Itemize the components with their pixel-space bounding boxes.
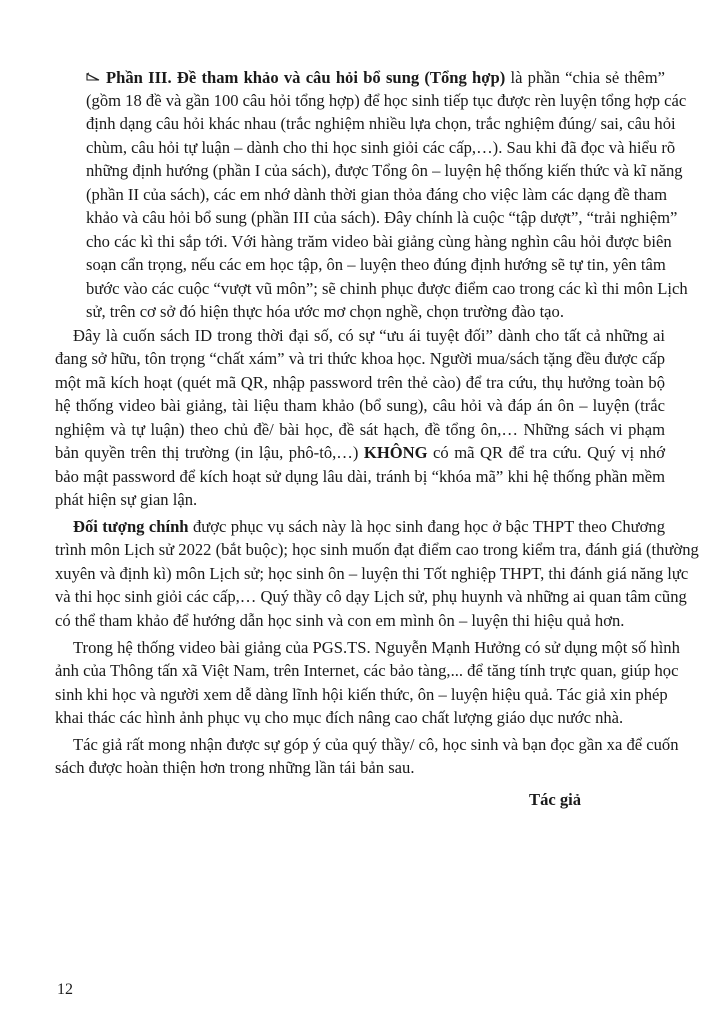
id-book-line-7: bảo mật password để kích hoạt sử dụng lâu dài, tránh bị “khóa mã” khi hệ thống phần mềm	[55, 467, 665, 486]
id-book-line-6	[55, 443, 665, 463]
feedback-line-2: sách được hoàn thiện hơn trong những lần tái bản sau.	[55, 758, 415, 777]
audience-text: được phục vụ sách này là học sinh đang học ở bậc THPT theo Chương	[188, 517, 665, 536]
id-book-text: có mã QR để tra cứu. Quý vị nhớ	[427, 443, 665, 462]
audience-line-5: có thể tham khảo để hướng dẫn học sinh và con em mình ôn – luyện thi hiệu quả hơn.	[55, 611, 625, 630]
video-line-4: khai thác các hình ảnh phục vụ cho mục đích nâng cao chất lượng giáo dục nước nhà.	[55, 708, 624, 727]
audience-title: Đối tượng chính	[73, 517, 189, 536]
section3-text: là phần “chia sẻ thêm”	[505, 68, 666, 87]
video-line-3: sinh khi học và người xem dễ dàng lĩnh hội kiến thức, ôn – luyện hiệu quả. Tác giả xin phép	[55, 685, 668, 704]
page-number: 12	[57, 981, 73, 998]
video-line-2: ảnh của Thông tấn xã Việt Nam, trên Internet, các bảo tàng,... để tăng tính trực quan, giúp học	[55, 661, 679, 680]
id-book-line-2: đang sở hữu, tôn trọng “chất xám” và tri thức khoa học. Người mua/sách tặng đều được cấp	[55, 349, 665, 368]
id-book-line-5: nghiệm và tự luận) theo chủ đề/ bài học, đề sát hạch, đề tổng ôn,… Những sách vi phạm	[55, 420, 665, 439]
section3-line-3: định dạng câu hỏi khác nhau (trắc nghiệm nhiều lựa chọn, trắc nghiệm đúng/ sai, câu hỏi	[86, 114, 676, 133]
section3-line-4: chùm, câu hỏi tự luận – dành cho thi học sinh giỏi các cấp,…). Sau khi đã đọc và hiểu rõ	[86, 138, 676, 157]
emphasis-khong: KHÔNG	[363, 443, 428, 462]
section3-line-5: những định hướng (phần I của sách), được Tổng ôn – luyện hệ thống kiến thức và kĩ năng	[86, 161, 683, 180]
section3-line-10: bước vào các cuộc “vượt vũ môn”; sẽ chinh phục được điểm cao trong các kì thi môn Lịch	[86, 279, 688, 298]
feedback-line-1: Tác giả rất mong nhận được sự góp ý của quý thầy/ cô, học sinh và bạn đọc gần xa để cuốn	[73, 735, 679, 754]
author-signature: Tác giả	[529, 790, 582, 809]
id-book-line-3: một mã kích hoạt (quét mã QR, nhập password trên thẻ cào) để tra cứu, thụ hưởng toàn bộ	[55, 373, 665, 392]
section3-line-7: khảo và câu hỏi bổ sung (phần III của sách). Đây chính là cuộc “tập dượt”, “trải nghiệm”	[86, 208, 678, 227]
pencil-icon	[86, 67, 100, 77]
id-book-line-1: Đây là cuốn sách ID trong thời đại số, có sự “ưu ái tuyệt đối” dành cho tất cả những ai	[73, 326, 665, 345]
id-book-line-8: phát hiện sự gian lận.	[55, 490, 198, 509]
audience-line-1	[73, 517, 665, 537]
section3-line-1	[86, 67, 665, 88]
audience-line-3: xuyên và định kì) môn Lịch sử; học sinh ôn – luyện thi Tốt nghiệp THPT, thi đánh giá năng lực	[55, 564, 689, 583]
section3-line-9: soạn cẩn trọng, nếu các em học tập, ôn – luyện theo đúng định hướng sẽ tự tin, yên tâm	[86, 255, 666, 274]
audience-line-4: và thi học sinh giỏi các cấp,… Quý thầy cô dạy Lịch sử, phụ huynh và những ai quan tâm cũng	[55, 587, 687, 606]
section3-title: Phần III. Đề tham khảo và câu hỏi bổ sung (Tổng hợp)	[106, 68, 506, 87]
section3-line-6: (phần II của sách), các em nhớ dành thời gian thỏa đáng cho việc làm các dạng đề tham	[86, 185, 668, 204]
section3-line-11: sử, trên cơ sở đó hiện thực hóa ước mơ chọn nghề, chọn trường đào tạo.	[86, 302, 564, 321]
video-line-1: Trong hệ thống video bài giảng của PGS.TS. Nguyễn Mạnh Hưởng có sử dụng một số hình	[73, 638, 680, 657]
section3-line-2: (gồm 18 đề và gần 100 câu hỏi tổng hợp) để học sinh tiếp tục được rèn luyện tổng hợp các	[86, 91, 687, 110]
section3-line-8: cho các kì thi sắp tới. Với hàng trăm video bài giảng cùng hàng nghìn câu hỏi được biên	[86, 232, 672, 251]
id-book-text: bản quyền trên thị trường (in lậu, phô-tô,…)	[55, 443, 364, 462]
audience-line-2: trình môn Lịch sử 2022 (bắt buộc); học sinh muốn đạt điểm cao trong kiểm tra, đánh giá (thường	[55, 540, 699, 559]
id-book-line-4: hệ thống video bài giảng, tài liệu tham khảo (bổ sung), câu hỏi và đáp án ôn – luyện (trắc	[55, 396, 665, 415]
